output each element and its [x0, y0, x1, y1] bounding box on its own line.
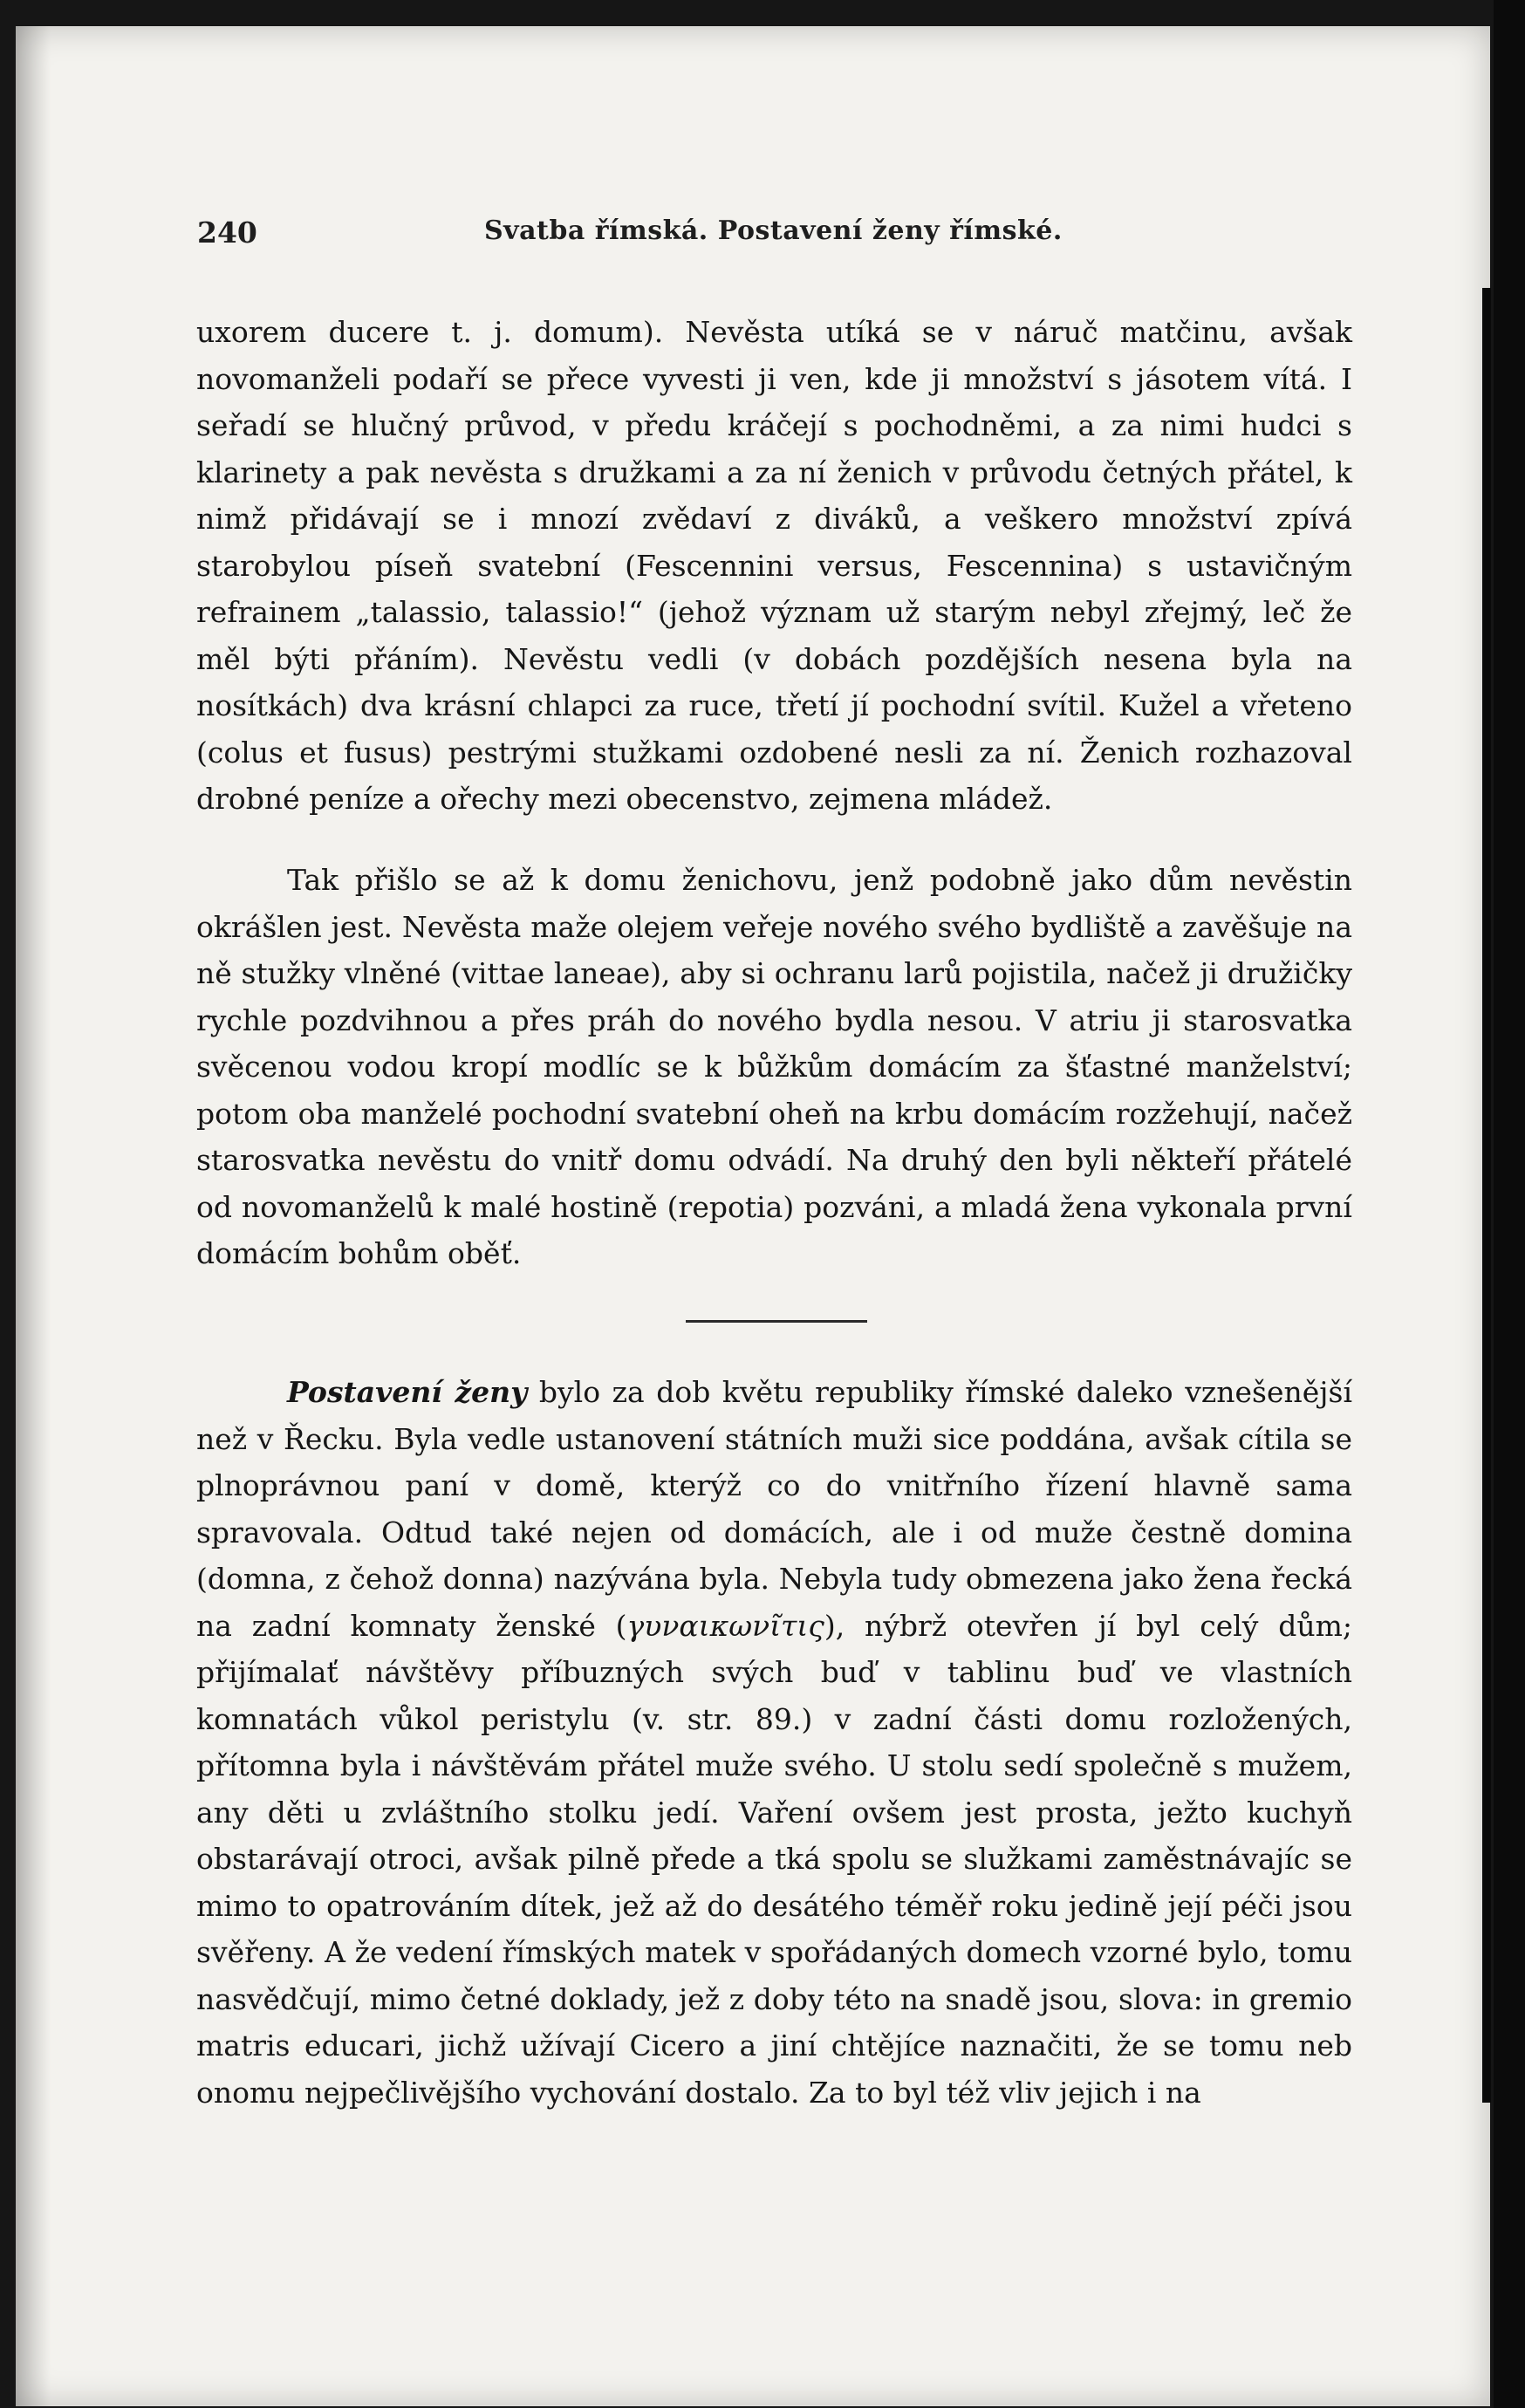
- section-divider: [686, 1320, 867, 1323]
- running-title: Svatba římská. Postavení ženy římské.: [484, 215, 1063, 246]
- paragraph-text: bylo za dob květu republiky římské daleko vznešenější než v Řecku. Byla vedle ustanovení státních muži sice poddána, avšak cítila se plnoprávnou paní v domě, kterýž co do vnitřního řízení hlavně sama spravovala. Odtud také nejen od domácích, ale i od muže čestně domina (domna, z čehož donna) nazývána byla. Nebyla tudy obmezena jako žena řecká na zadní komnaty ženské (: [196, 1375, 1352, 1643]
- scan-right-border: [1494, 0, 1525, 2408]
- paragraph-text: Tak přišlo se až k domu ženichovu, jenž podobně jako dům nevěstin okrášlen jest. Nevěsta maže olejem veřeje nového svého bydliště a zavěšuje na ně stužky vlněné (vittae laneae), aby si ochranu larů pojistila, načež ji družičky rychle pozdvihnou a přes práh do nového bydla nesou. V atriu ji starosvatka svěcenou vodou kropí modlíc se k bůžkům domácím za šťastné manželství; potom oba manželé pochodní svatební oheň na krbu domácím rozžehují, načež starosvatka nevěstu do vnitř domu odvádí. Na druhý den byli někteří přátelé od novomanželů k malé hostině (repotia) pozváni, a mladá žena vykonala první domácím bohům oběť.: [196, 863, 1352, 1270]
- page-gutter-shadow: [16, 26, 51, 2406]
- paragraph-continuation: uxorem ducere t. j. domum). Nevěsta utíká se v náruč matčinu, avšak novomanželi podaří se přece vyvesti ji ven, kde ji množství s jásotem vítá. I seřadí se hlučný průvod, v předu kráčejí s pochodněmi, a za nimi hudci s klarinety a pak nevěsta s družkami a za ní ženich v průvodu četných přátel, k nimž přidávají se i mnozí zvědaví z diváků, a veškero množství zpívá starobylou píseň svatební (Fescennini versus, Fescennina) s ustavičným refrainem „talassio, talassio!“ (jehož význam už starým nebyl zřejmý, leč že měl býti přáním). Nevěstu vedli (v dobách pozdějších nesena byla na nosítkách) dva krásní chlapci za ruce, třetí jí pochodní svítil. Kužel a vřeteno (colus et fusus) pestrými stužkami ozdobené nesli za ní. Ženich rozhazoval drobné peníze a ořechy mezi obecenstvo, zejmena mládež.: [196, 315, 1352, 816]
- page-edge-rule: [1482, 288, 1491, 2103]
- paragraph-text: ), nýbrž otevřen jí byl celý dům; přijímalať návštěvy příbuzných svých buď v tablinu buď ve vlastních komnatách vůkol peristylu (v. str. 89.) v zadní části domu rozložených, přítomna byla i návštěvám přátel muže svého. U stolu sedí společně s mužem, any děti u zvláštního stolku jedí. Vaření ovšem jest prosta, ježto kuchyň obstarávají otroci, avšak pilně přede a tká spolu se služkami zaměstnávajíc se mimo to opatrováním dítek, jež až do desátého téměř roku jedině její péči jsou svěřeny. A že vedení římských matek v spořádaných domech vzorné bylo, tomu nasvědčují, mimo četné doklady, jež z doby této na snadě jsou, slova: in gremio matris educari, jichž užívají Cicero a jiní chtějíce naznačiti, že se tomu neb onomu nejpečlivějšího vychování dostalo. Za to byl též vliv jejich i na: [196, 1608, 1353, 2110]
- greek-term: γυναικωνῖτις: [626, 1608, 824, 1643]
- section-lead-phrase: Postavení ženy: [287, 1375, 528, 1409]
- paragraph-position-of-women: [196, 1369, 1352, 2116]
- page-number: 240: [197, 215, 257, 250]
- paragraph-wedding-procession: [196, 857, 1352, 1277]
